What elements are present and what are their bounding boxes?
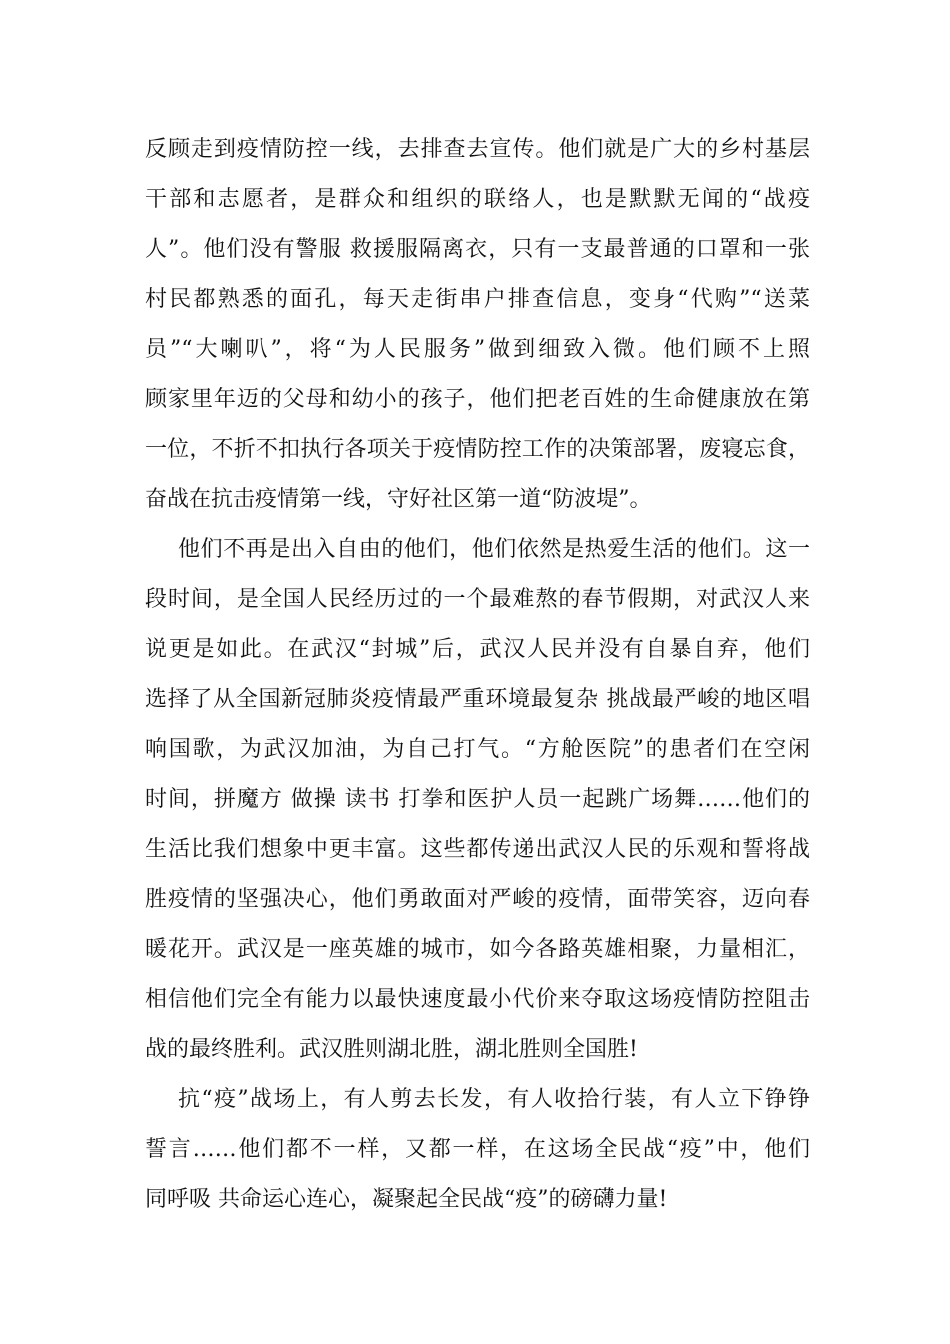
- paragraph-2-line-5: 响国歌，为武汉加油，为自己打气。“方舱医院”的患者们在空闲: [145, 737, 810, 762]
- paragraph-2-line-8: 胜疫情的坚强决心，他们勇敢面对严峻的疫情，面带笑容，迈向春: [145, 887, 810, 912]
- paragraph-2-line-3: 说更是如此。在武汉“封城”后，武汉人民并没有自暴自弃，他们: [145, 637, 810, 662]
- paragraph-1-line-7: 一位，不折不扣执行各项关于疫情防控工作的决策部署，废寝忘食，: [145, 437, 810, 462]
- paragraph-3-line-2: 誓言……他们都不一样，又都一样，在这场全民战“疫”中，他们: [145, 1137, 810, 1162]
- paragraph-1-line-6: 顾家里年迈的父母和幼小的孩子，他们把老百姓的生命健康放在第: [145, 387, 810, 412]
- paragraph-1-line-8: 奋战在抗击疫情第一线，守好社区第一道“防波堤”。: [145, 487, 652, 512]
- paragraph-2-line-9: 暖花开。武汉是一座英雄的城市，如今各路英雄相聚，力量相汇，: [145, 937, 810, 962]
- paragraph-2-line-2: 段时间，是全国人民经历过的一个最难熬的春节假期，对武汉人来: [145, 587, 810, 612]
- paragraph-2-line-1: 他们不再是出入自由的他们，他们依然是热爱生活的他们。这一: [178, 537, 810, 562]
- paragraph-1-line-4: 村民都熟悉的面孔，每天走街串户排查信息，变身“代购”“送菜: [145, 287, 810, 312]
- paragraph-3-line-1: 抗“疫”战场上，有人剪去长发，有人收拾行装，有人立下铮铮: [178, 1087, 810, 1112]
- paragraph-2-line-4: 选择了从全国新冠肺炎疫情最严重环境最复杂 挑战最严峻的地区唱: [145, 687, 810, 712]
- paragraph-2-line-6: 时间，拼魔方 做操 读书 打拳和医护人员一起跳广场舞……他们的: [145, 787, 810, 812]
- paragraph-1-line-1: 反顾走到疫情防控一线，去排查去宣传。他们就是广大的乡村基层: [145, 137, 810, 162]
- paragraph-2-line-10: 相信他们完全有能力以最快速度最小代价来夺取这场疫情防控阻击: [145, 987, 810, 1012]
- paragraph-2-line-11: 战的最终胜利。武汉胜则湖北胜，湖北胜则全国胜!: [145, 1037, 638, 1062]
- paragraph-3-line-3: 同呼吸 共命运心连心，凝聚起全民战“疫”的磅礴力量!: [145, 1187, 668, 1212]
- paragraph-1-line-3: 人”。他们没有警服 救援服隔离衣，只有一支最普通的口罩和一张: [145, 237, 810, 262]
- paragraph-2-line-7: 生活比我们想象中更丰富。这些都传递出武汉人民的乐观和誓将战: [145, 837, 810, 862]
- paragraph-1-line-5: 员”“大喇叭”，将“为人民服务”做到细致入微。他们顾不上照: [145, 337, 810, 362]
- paragraph-1-line-2: 干部和志愿者，是群众和组织的联络人，也是默默无闻的“战疫: [145, 187, 810, 212]
